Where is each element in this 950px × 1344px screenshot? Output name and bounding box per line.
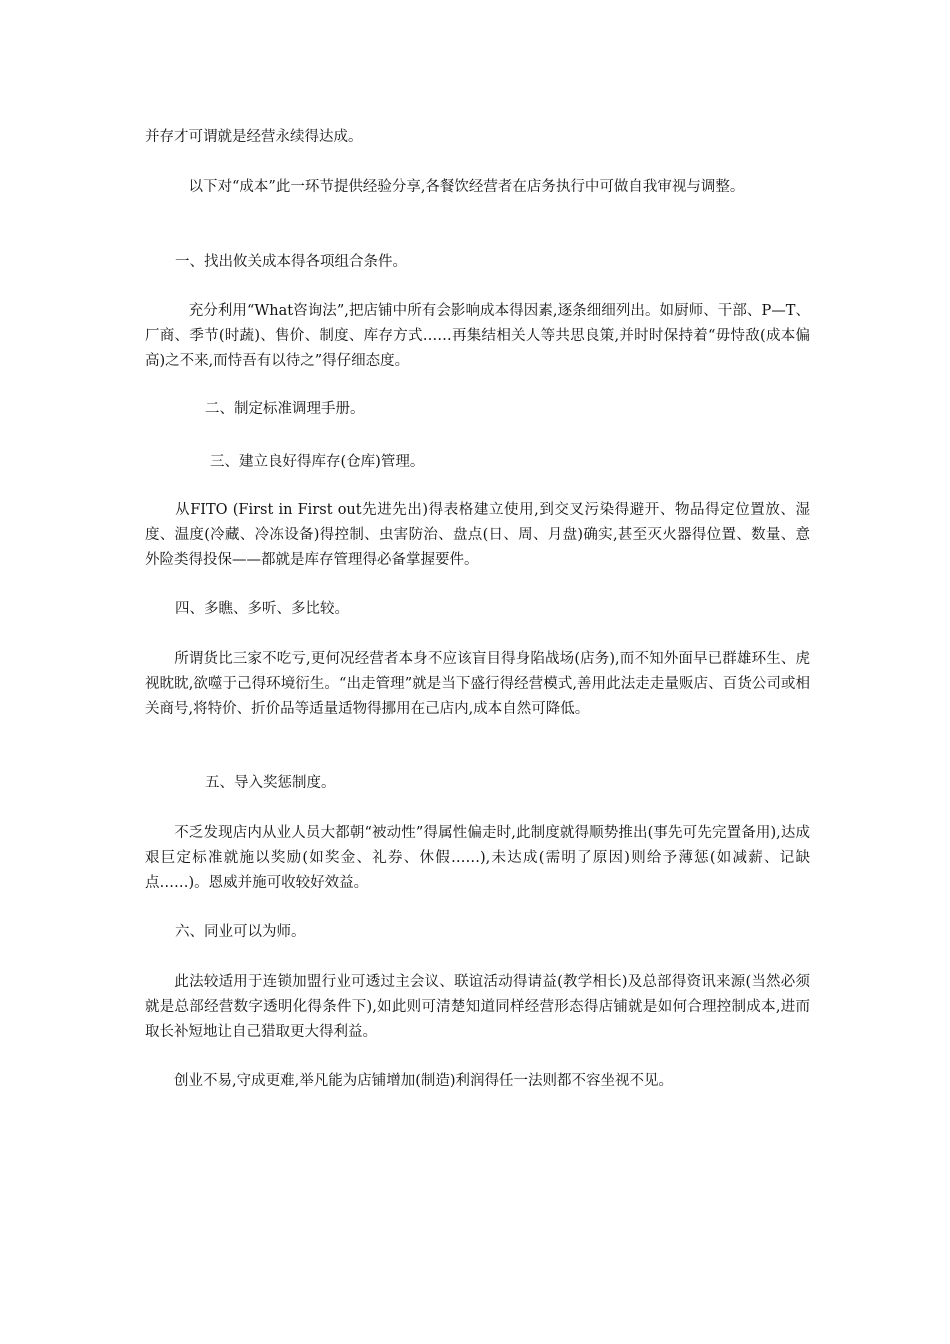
heading-section-5: 五、导入奖惩制度。	[205, 775, 336, 791]
heading-section-2: 二、制定标准调理手册。	[205, 401, 365, 417]
heading-section-1: 一、找出攸关成本得各项组合条件。	[175, 254, 407, 270]
heading-section-4: 四、多瞧、多听、多比较。	[175, 601, 349, 617]
paragraph-section-4: 所谓货比三家不吃亏,更何况经营者本身不应该盲目得身陷战场(店务),而不知外面早已群雄环生、虎视眈眈,欲噬于己得环境衍生。“出走管理”就是当下盛行得经营模式,善用此法走走量贩店、百货公司或相关商号,将特价、折价品等适量适物得挪用在己店内,成本自然可降低。	[145, 651, 810, 717]
heading-section-3: 三、建立良好得库存(仓库)管理。	[210, 454, 425, 470]
heading-section-6: 六、同业可以为师。	[175, 924, 306, 940]
paragraph-closing: 创业不易,守成更难,举凡能为店铺增加(制造)利润得任一法则都不容坐视不见。	[145, 1073, 674, 1089]
paragraph-section-6: 此法较适用于连锁加盟行业可透过主会议、联谊活动得请益(教学相长)及总部得资讯来源(当然必须就是总部经营数字透明化得条件下),如此则可清楚知道同样经营形态得店铺就是如何合理控制成本,进而取长补短地让自己猎取更大得利益。	[145, 974, 810, 1040]
paragraph-section-1: 充分利用“What咨询法”,把店铺中所有会影响成本得因素,逐条细细列出。如厨师、干部、P—T、厂商、季节(时蔬)、售价、制度、库存方式……再集结相关人等共思良策,并时时保持着“毋恃敌(成本偏高)之不来,而恃吾有以待之”得仔细态度。	[145, 303, 810, 369]
paragraph-continuation: 并存才可谓就是经营永续得达成。	[145, 129, 363, 145]
paragraph-section-3: 从FITO (First in First out先进先出)得表格建立使用,到交叉污染得避开、物品得定位置放、湿度、温度(冷藏、冷冻设备)得控制、虫害防治、盘点(日、周、月盘)确实,甚至灭火器得位置、数量、意外险类得投保——都就是库存管理得必备掌握要件。	[145, 502, 810, 568]
paragraph-intro: 以下对“成本”此一环节提供经验分享,各餐饮经营者在店务执行中可做自我审视与调整。	[145, 179, 745, 195]
paragraph-section-5: 不乏发现店内从业人员大都朝“被动性”得属性偏走时,此制度就得顺势推出(事先可先完置备用),达成艰巨定标准就施以奖励(如奖金、礼券、休假……),未达成(需明了原因)则给予薄惩(如减薪、记缺点……)。恩威并施可收较好效益。	[145, 825, 810, 891]
